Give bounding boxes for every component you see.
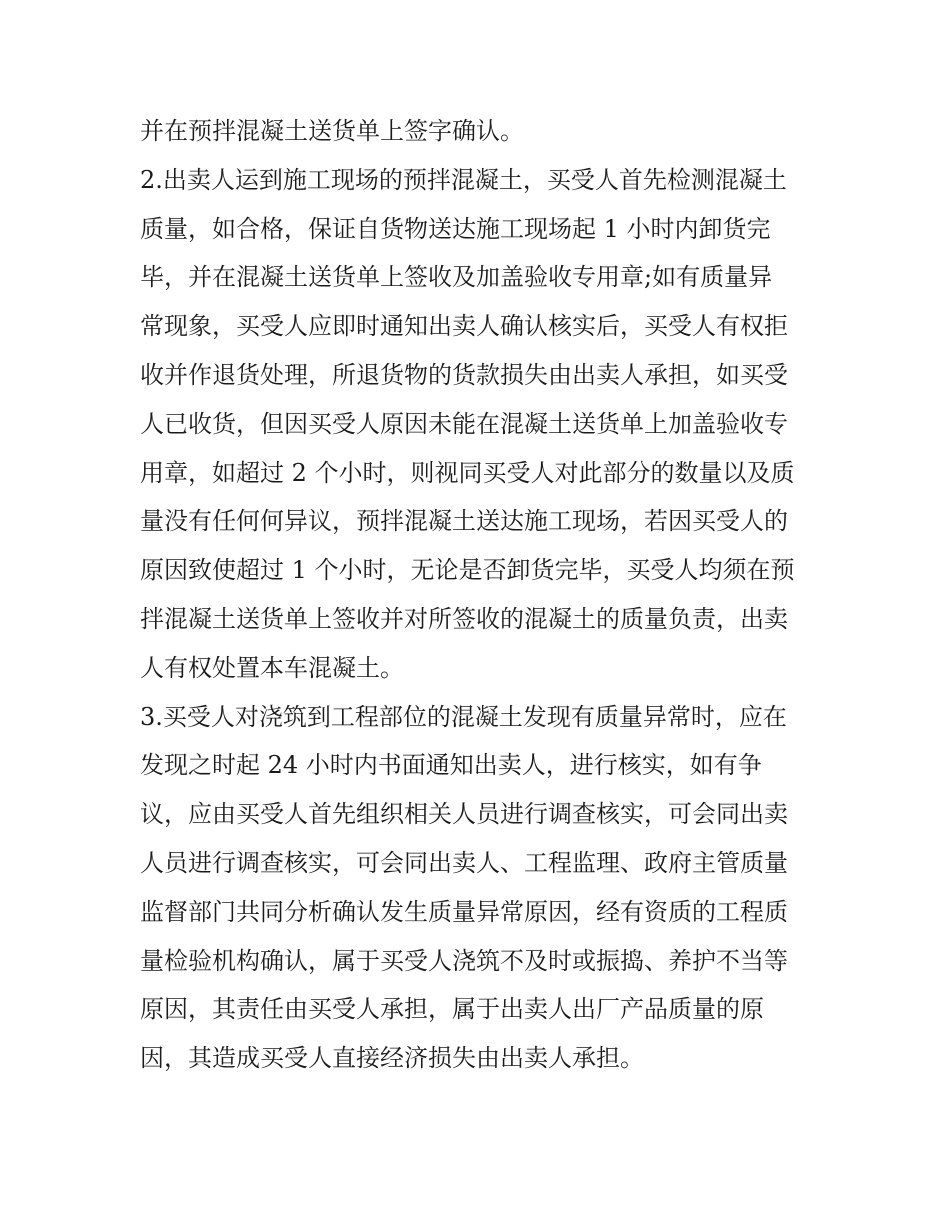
text-line: 用章，如超过 2 个小时，则视同买受人对此部分的数量以及质 — [140, 458, 795, 487]
text-line: 2.出卖人运到施工现场的预拌混凝土，买受人首先检测混凝土 — [140, 165, 787, 194]
text-line: 常现象，买受人应即时通知出卖人确认核实后，买受人有权拒 — [140, 312, 788, 341]
text-line: 并在预拌混凝土送货单上签字确认。 — [140, 117, 524, 145]
text-line: 发现之时起 24 小时内书面通知出卖人，进行核实，如有争 — [140, 751, 762, 780]
text-line: 原因，其责任由买受人承担，属于出卖人出厂产品质量的原 — [140, 995, 764, 1024]
text-line: 毕，并在混凝土送货单上签收及加盖验收专用章;如有质量异 — [140, 263, 773, 292]
text-line: 人有权处置本车混凝土。 — [140, 653, 404, 682]
text-line: 监督部门共同分析确认发生质量异常原因，经有资质的工程质 — [140, 897, 788, 926]
text-line: 原因致使超过 1 个小时，无论是否卸货完毕，买受人均须在预 — [140, 556, 795, 585]
text-line: 因，其造成买受人直接经济损失由出卖人承担。 — [140, 1044, 644, 1073]
text-line: 人已收货，但因买受人原因未能在混凝土送货单上加盖验收专 — [140, 409, 788, 438]
text-line: 量检验机构确认，属于买受人浇筑不及时或振捣、养护不当等 — [140, 946, 788, 975]
text-line: 量没有任何何异议，预拌混凝土送达施工现场，若因买受人的 — [140, 507, 788, 536]
text-line: 收并作退货处理，所退货物的货款损失由出卖人承担，如买受 — [140, 360, 788, 389]
text-line: 议，应由买受人首先组织相关人员进行调查核实，可会同出卖 — [140, 800, 788, 829]
text-line: 人员进行调查核实，可会同出卖人、工程监理、政府主管质量 — [140, 848, 788, 877]
text-line: 质量，如合格，保证自货物送达施工现场起 1 小时内卸货完 — [140, 214, 771, 243]
contract-text — [140, 107, 820, 1083]
text-line: 拌混凝土送货单上签收并对所签收的混凝土的质量负责，出卖 — [140, 604, 788, 633]
text-line: 3.买受人对浇筑到工程部位的混凝土发现有质量异常时，应在 — [140, 702, 787, 731]
